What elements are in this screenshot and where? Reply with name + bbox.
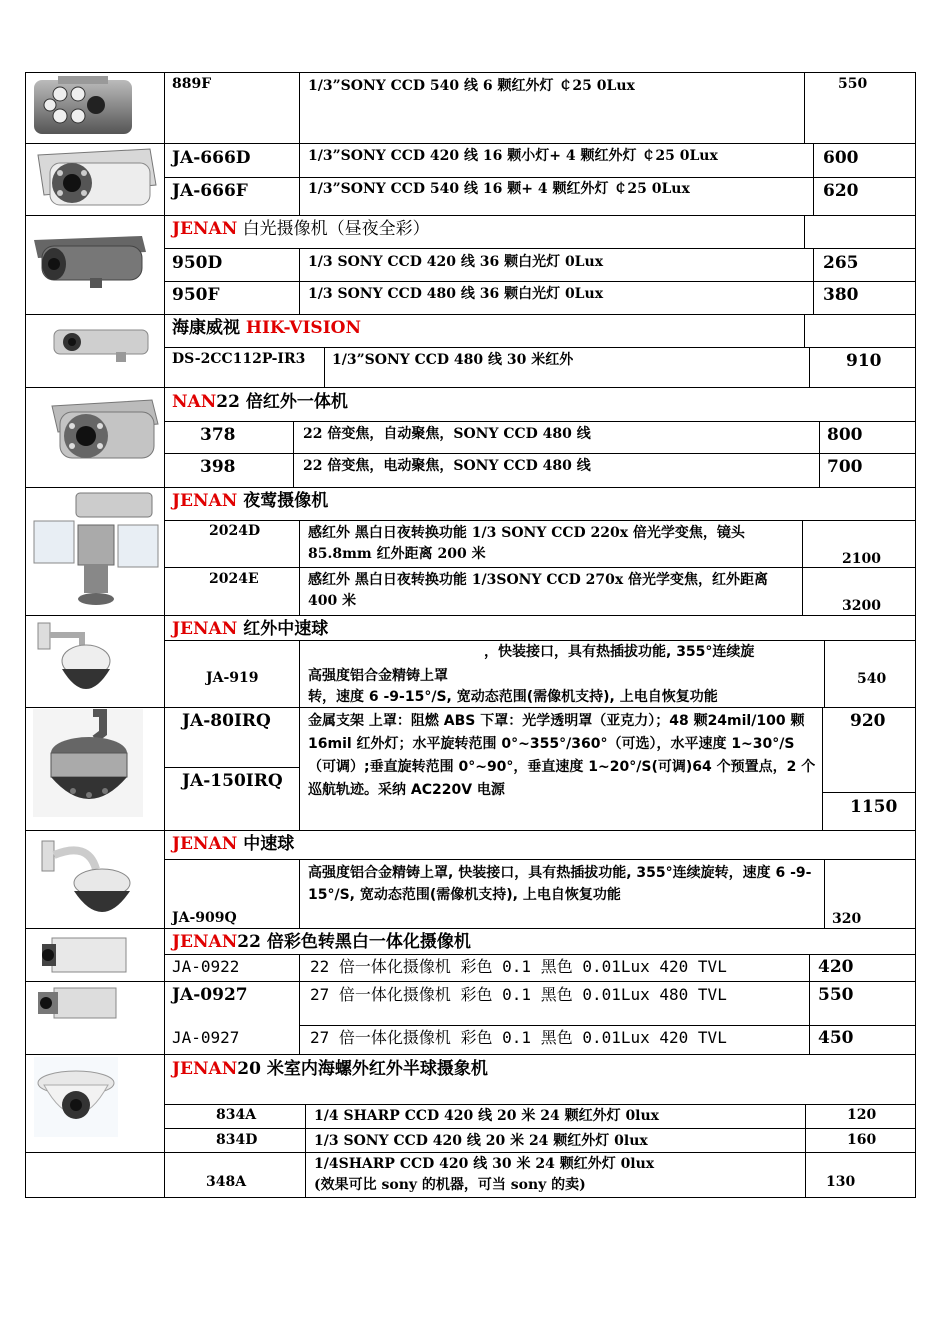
desc-2024e: 感红外 黑白日夜转换功能 1/3SONY CCD 270x 倍光学变焦，红外距离 400 米: [308, 572, 769, 609]
model-ja0927a: JA-0927: [172, 985, 248, 1005]
price-ja80irq: 920: [850, 711, 886, 731]
camera-photo-ja0927: [34, 984, 120, 1024]
desc-834a: 1/4 SHARP CCD 420 线 20 米 24 颗红外灯 0lux: [314, 1108, 660, 1124]
camera-photo-zoom22: [48, 392, 160, 470]
camera-photo-950: [30, 230, 150, 292]
section-white-light: JENAN 白光摄像机（昼夜全彩）: [172, 219, 430, 239]
price-889f: 550: [838, 76, 868, 92]
model-ja666d: JA-666D: [172, 148, 251, 168]
camera-photo-ja919: [36, 617, 128, 705]
section-nightingale: JENAN 夜莺摄像机: [172, 491, 329, 511]
desc-ja909q: 高强度铝合金精铸上罩, 快装接口，具有热插拔功能, 355°连续旋转，速度 6 -9-15°/S, 宽动态范围(需像机支持), 上电自恢复功能: [308, 865, 812, 903]
desc-834d: 1/3 SONY CCD 420 线 20 米 24 颗红外灯 0lux: [314, 1133, 648, 1149]
model-834d: 834D: [216, 1132, 258, 1148]
camera-photo-ja909q: [40, 833, 140, 925]
desc-ja919-a: ，快装接口，具有热插拔功能, 355°连续旋: [484, 644, 755, 660]
price-ja666f: 620: [823, 181, 859, 201]
model-2024e: 2024E: [209, 571, 259, 587]
camera-photo-hikvision: [46, 322, 156, 364]
price-ja909q: 320: [832, 911, 862, 927]
price-ja150irq: 1150: [850, 797, 898, 817]
price-ja919: 540: [857, 671, 887, 687]
model-889f: 889F: [172, 76, 212, 92]
model-ja919: JA-919: [206, 670, 259, 686]
desc-378: 22 倍变焦，自动聚焦，SONY CCD 480 线: [303, 426, 591, 442]
desc-950d: 1/3 SONY CCD 420 线 36 颗白光灯 0Lux: [308, 254, 604, 270]
price-ds2cc112p: 910: [846, 351, 882, 371]
model-950d: 950D: [172, 253, 223, 273]
model-398: 398: [200, 457, 236, 477]
price-950f: 380: [823, 285, 859, 305]
price-ja666d: 600: [823, 148, 859, 168]
desc-ja919-c: 转，速度 6 -9-15°/S, 宽动态范围(需像机支持), 上电自恢复功能: [308, 689, 718, 705]
desc-ja666d: 1/3”SONY CCD 420 线 16 颗小灯+ 4 颗红外灯 ￠25 0Lux: [308, 148, 718, 164]
model-ja666f: JA-666F: [172, 181, 248, 201]
price-950d: 265: [823, 253, 859, 273]
price-348a: 130: [826, 1174, 856, 1190]
price-ja0927b: 450: [818, 1028, 854, 1048]
section-ir-speed-dome: JENAN 红外中速球: [172, 619, 329, 639]
model-348a: 348A: [206, 1174, 247, 1190]
model-ds2cc112p: DS-2CC112P-IR3: [172, 351, 306, 367]
model-ja909q: JA-909Q: [172, 910, 237, 926]
model-2024d: 2024D: [209, 523, 261, 539]
desc-889f: 1/3”SONY CCD 540 线 6 颗红外灯 ￠25 0Lux: [308, 78, 635, 94]
camera-photo-834: [34, 1057, 118, 1137]
desc-ds2cc112p: 1/3”SONY CCD 480 线 30 米红外: [332, 352, 574, 368]
model-950f: 950F: [172, 285, 220, 305]
desc-ja919-b: 高强度铝合金精铸上罩: [308, 668, 448, 684]
camera-photo-80irq: [33, 709, 143, 817]
model-ja80irq: JA-80IRQ: [182, 711, 271, 731]
desc-348a-line1: 1/4SHARP CCD 420 线 30 米 24 颗红外灯 0lux: [314, 1156, 655, 1172]
section-hikvision: 海康威视 HIK-VISION: [172, 318, 362, 338]
desc-348a-line2: (效果可比 sony 的机器，可当 sony 的卖): [314, 1177, 586, 1193]
camera-photo-889f: [30, 74, 136, 141]
price-ja0922: 420: [818, 957, 854, 977]
price-834a: 120: [847, 1107, 877, 1123]
desc-ja666f: 1/3”SONY CCD 540 线 16 颗+ 4 颗红外灯 ￠25 0Lux: [308, 181, 690, 197]
section-22x-color: JENAN22 倍彩色转黑白一体化摄像机: [172, 932, 471, 952]
desc-950f: 1/3 SONY CCD 480 线 36 颗白光灯 0Lux: [308, 286, 604, 302]
desc-irq: 金属支架 上罩：阻燃 ABS 下罩：光学透明罩（亚克力）；48 颗24mil/100 颗 16mil 红外灯；水平旋转范围 0°~355°/360°（可选），水平速度 1~30°/S（可调）;垂直旋转范围 0°~90°，垂直速度 1~20°/S(可调)64 个预置点，2 个巡航轨迹。采纳 AC220V 电源: [308, 713, 816, 798]
model-ja0922: JA-0922: [172, 957, 240, 976]
price-ja0927a: 550: [818, 985, 854, 1005]
model-ja150irq: JA-150IRQ: [182, 771, 283, 791]
model-ja0927b: JA-0927: [172, 1028, 240, 1047]
camera-photo-ja0922: [38, 934, 130, 976]
desc-2024d: 感红外 黑白日夜转换功能 1/3 SONY CCD 220x 倍光学变焦，镜头 85.8mm 红外距离 200 米: [308, 525, 745, 562]
section-half-dome: JENAN20 米室内海螺外红外半球摄象机: [172, 1059, 488, 1079]
camera-photo-2024: [30, 489, 160, 611]
camera-photo-666: [30, 145, 160, 213]
section-speed-dome: JENAN 中速球: [172, 834, 295, 854]
desc-ja0922: 22 倍一体化摄像机 彩色 0.1 黑色 0.01Lux 420 TVL: [310, 957, 727, 976]
desc-ja0927b: 27 倍一体化摄像机 彩色 0.1 黑色 0.01Lux 420 TVL: [310, 1028, 727, 1047]
model-378: 378: [200, 425, 236, 445]
price-398: 700: [827, 457, 863, 477]
brand-jenan: JENAN: [172, 219, 238, 239]
price-834d: 160: [847, 1132, 877, 1148]
section-22x-ir: NAN22 倍红外一体机: [172, 392, 348, 412]
price-2024e: 3200: [842, 598, 881, 614]
desc-ja0927a: 27 倍一体化摄像机 彩色 0.1 黑色 0.01Lux 480 TVL: [310, 985, 727, 1004]
desc-398: 22 倍变焦，电动聚焦，SONY CCD 480 线: [303, 458, 591, 474]
price-378: 800: [827, 425, 863, 445]
price-2024d: 2100: [842, 551, 881, 567]
model-834a: 834A: [216, 1107, 257, 1123]
brand-hikvision: HIK-VISION: [245, 318, 362, 338]
